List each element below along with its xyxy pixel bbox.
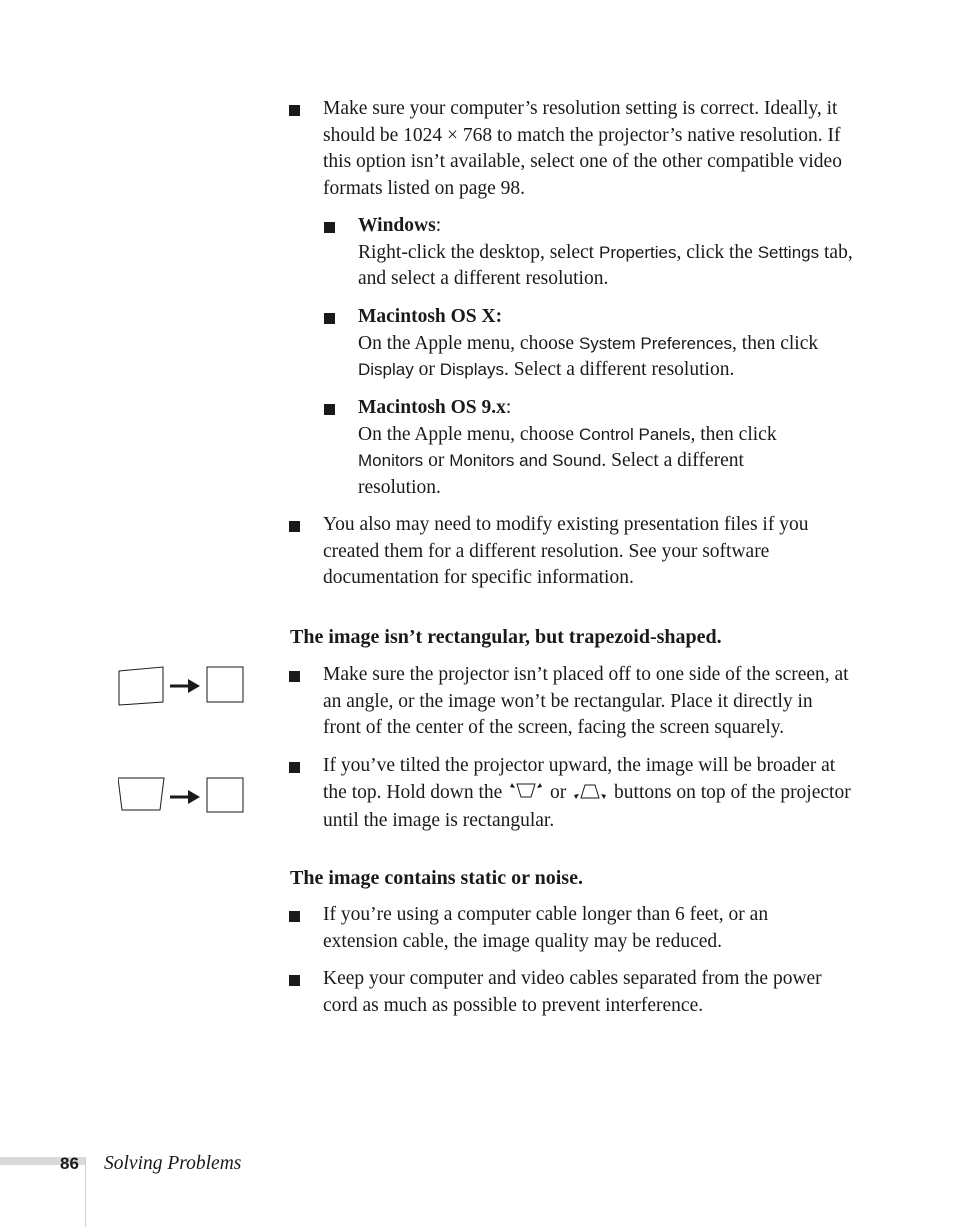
bullet-marker: [324, 313, 335, 324]
noise-paragraph-2: Keep your computer and video cables separated from the power cord as much as possible to prevent interference.: [323, 968, 822, 1016]
os9-paragraph: Macintosh OS 9.x: On the Apple menu, choose Control Panels, then click Monitors or Monitors and Sound. Select a different resolution.: [358, 397, 777, 498]
keystone-tilt-diagram: [118, 777, 248, 817]
bullet-marker: [289, 671, 300, 682]
ui-term-properties: Properties: [598, 242, 677, 262]
bullet-marker: [289, 521, 300, 532]
ui-term-displays: Displays: [439, 360, 504, 379]
osx-paragraph: Macintosh OS X: On the Apple menu, choose System Preferences, then click Display or Displays. Select a different resolution.: [358, 306, 819, 380]
osx-label: Macintosh OS X:: [358, 306, 503, 327]
ui-term-control-panels: Control Panels: [578, 424, 691, 444]
noise-heading: The image contains static or noise.: [290, 867, 583, 889]
bullet-marker: [289, 105, 300, 116]
resolution-paragraph: Make sure your computer’s resolution setting is correct. Ideally, it should be 1024 × 768 to match the projector’s native resolution. If this option isn’t available, select one of the other compatible video formats listed on page 98.: [323, 98, 842, 199]
os9-label: Macintosh OS 9.x: [358, 397, 506, 418]
page-number: 86: [60, 1154, 79, 1173]
ui-term-monitors-and-sound: Monitors and Sound: [449, 451, 602, 470]
bullet-marker: [324, 222, 335, 233]
ui-term-settings: Settings: [757, 242, 820, 262]
bullet-marker: [324, 404, 335, 415]
footer-divider: [85, 1157, 86, 1227]
ui-term-display: Display: [358, 360, 414, 379]
windows-label: Windows: [358, 215, 436, 236]
trapezoid-paragraph-2: If you’ve tilted the projector upward, the image will be broader at the top. Hold down the or buttons on top of the projector until the image is rectangular.: [323, 755, 851, 831]
bullet-marker: [289, 762, 300, 773]
ui-term-system-preferences: System Preferences: [578, 333, 733, 353]
trapezoid-paragraph-1: Make sure the projector isn’t placed off to one side of the screen, at an angle, or the image won’t be rectangular. Place it directly in front of the center of the screen, facing the screen squarely.: [323, 664, 849, 738]
keystone-down-button-icon: [574, 782, 606, 809]
presentation-paragraph: You also may need to modify existing presentation files if you created them for a different resolution. See your software documentation for specific information.: [323, 514, 809, 588]
bullet-marker: [289, 975, 300, 986]
windows-paragraph: Windows: Right-click the desktop, select Properties, click the Settings tab, and select a different resolution.: [358, 215, 853, 289]
ui-term-monitors: Monitors: [358, 451, 424, 470]
noise-paragraph-1: If you’re using a computer cable longer than 6 feet, or an extension cable, the image quality may be reduced.: [323, 904, 769, 952]
trapezoid-heading: The image isn’t rectangular, but trapezoid-shaped.: [290, 626, 722, 648]
keystone-side-diagram: [118, 666, 248, 706]
keystone-up-button-icon: [510, 782, 542, 809]
footer-section-title: Solving Problems: [104, 1153, 242, 1174]
bullet-marker: [289, 911, 300, 922]
